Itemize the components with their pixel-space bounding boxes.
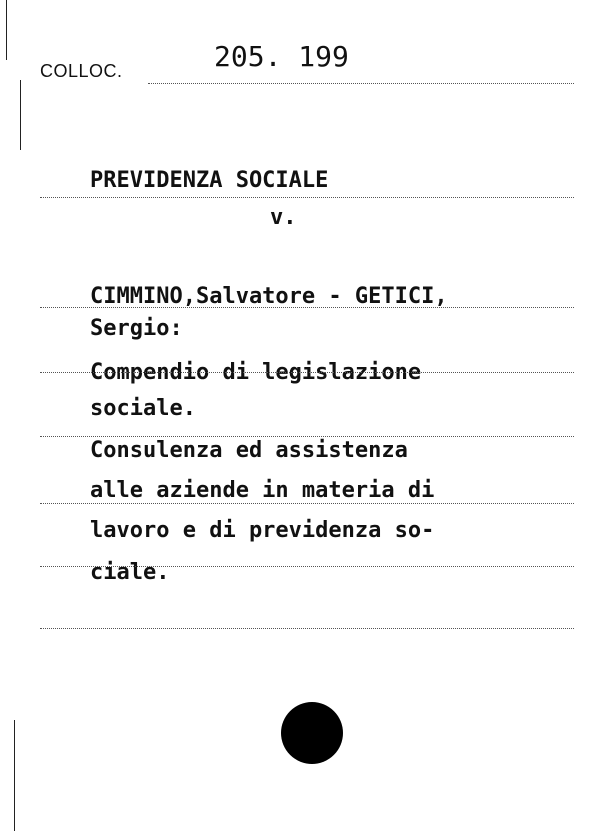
book-title-line-1: Compendio di legislazione	[90, 360, 422, 385]
body-dotted-line-1	[40, 307, 574, 308]
body-dotted-line-5	[40, 566, 574, 567]
book-title-line-2: sociale.	[90, 396, 196, 421]
body-dotted-line-6	[40, 628, 574, 629]
left-edge-line-3	[14, 720, 15, 831]
book-title-line-3: Consulenza ed assistenza	[90, 438, 408, 463]
body-dotted-line-2	[40, 372, 574, 373]
colloc-number: 205. 199	[214, 40, 349, 73]
author-line: CIMMINO,Salvatore - GETICI,	[90, 284, 448, 309]
versus-mark: v.	[270, 205, 297, 230]
left-edge-line	[6, 0, 7, 60]
book-title-line-6: ciale.	[90, 560, 170, 585]
body-dotted-line-4	[40, 503, 574, 504]
subject-title: PREVIDENZA SOCIALE	[90, 168, 329, 193]
body-dotted-line-3	[40, 436, 574, 437]
colloc-dotted-line	[148, 83, 574, 84]
colloc-label: COLLOC.	[40, 61, 123, 81]
punch-hole-icon	[281, 702, 343, 764]
book-title-line-4: alle aziende in materia di	[90, 478, 435, 503]
title-dotted-line	[40, 197, 574, 198]
author-line-2: Sergio:	[90, 316, 183, 341]
left-edge-line-2	[20, 80, 21, 150]
book-title-line-5: lavoro e di previdenza so-	[90, 518, 435, 543]
